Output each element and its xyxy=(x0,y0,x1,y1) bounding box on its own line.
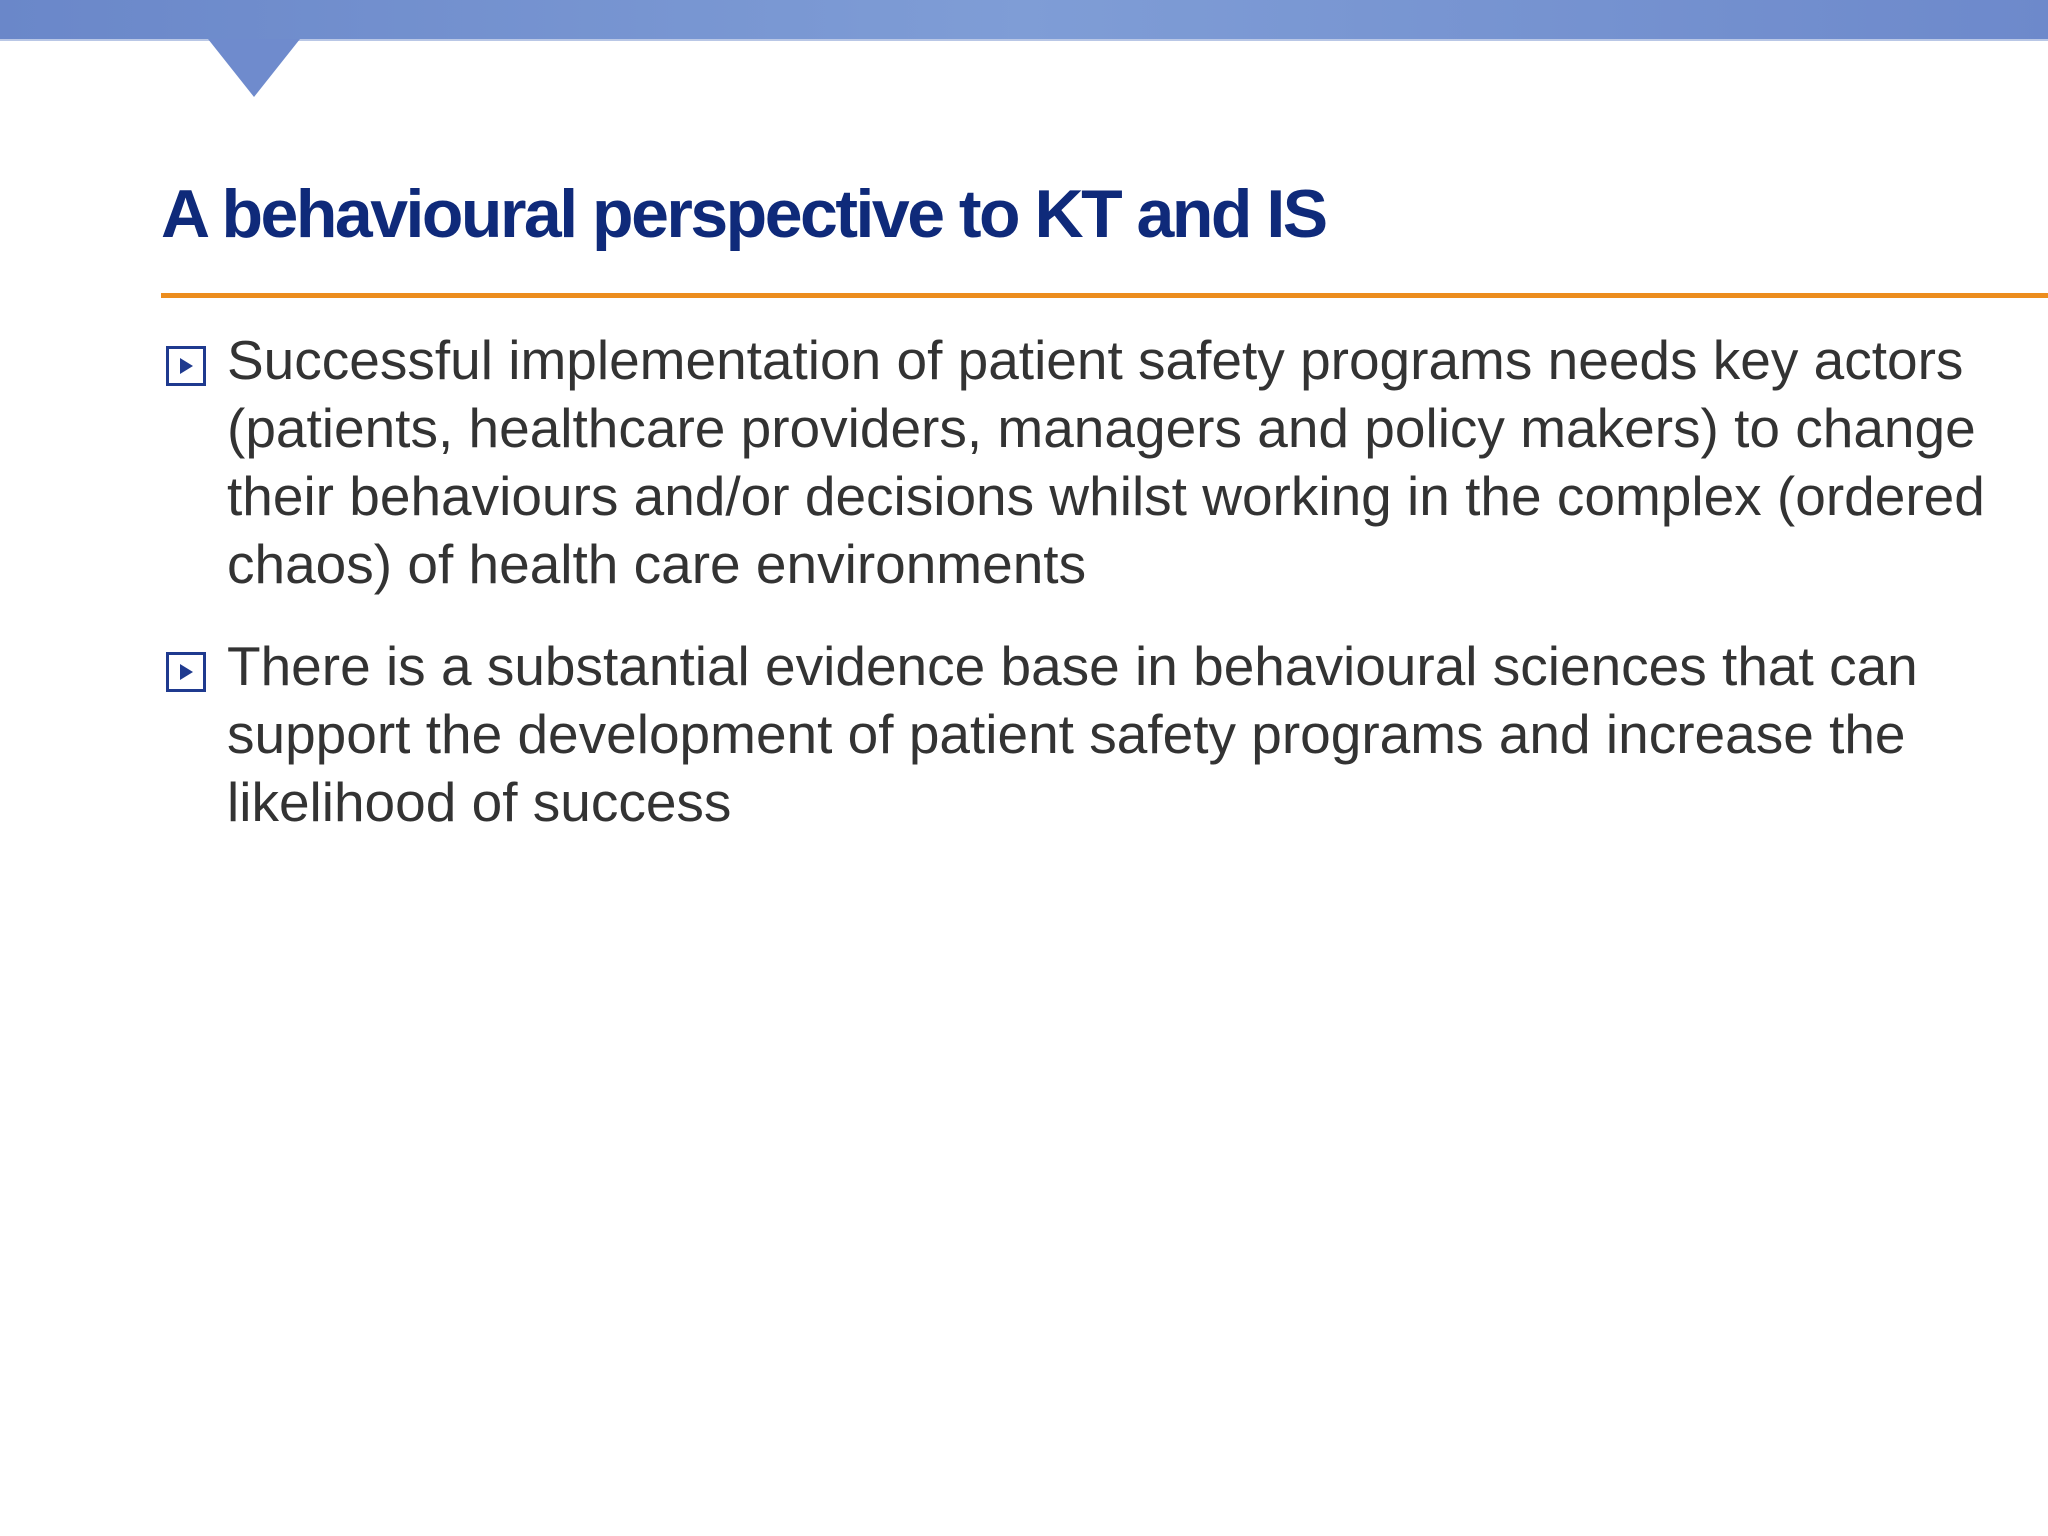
play-box-icon xyxy=(166,652,206,692)
top-banner xyxy=(0,0,2048,41)
bullet-item xyxy=(166,326,1986,598)
banner-pointer xyxy=(208,39,300,97)
slide-title: A behavioural perspective to KT and IS xyxy=(161,176,1326,252)
title-underline xyxy=(161,293,2048,298)
bullet-list xyxy=(166,326,1986,870)
bullet-text: Successful implementation of patient safety programs needs key actors (patients, healthcare providers, managers and policy makers) to change their behaviours and/or decisions whilst working in the complex (ordered chaos) of health care environments xyxy=(227,329,1985,595)
bullet-text: There is a substantial evidence base in behavioural sciences that can support the development of patient safety programs and increase the likelihood of success xyxy=(227,635,1918,833)
bullet-item xyxy=(166,632,1986,836)
play-box-icon xyxy=(166,346,206,386)
